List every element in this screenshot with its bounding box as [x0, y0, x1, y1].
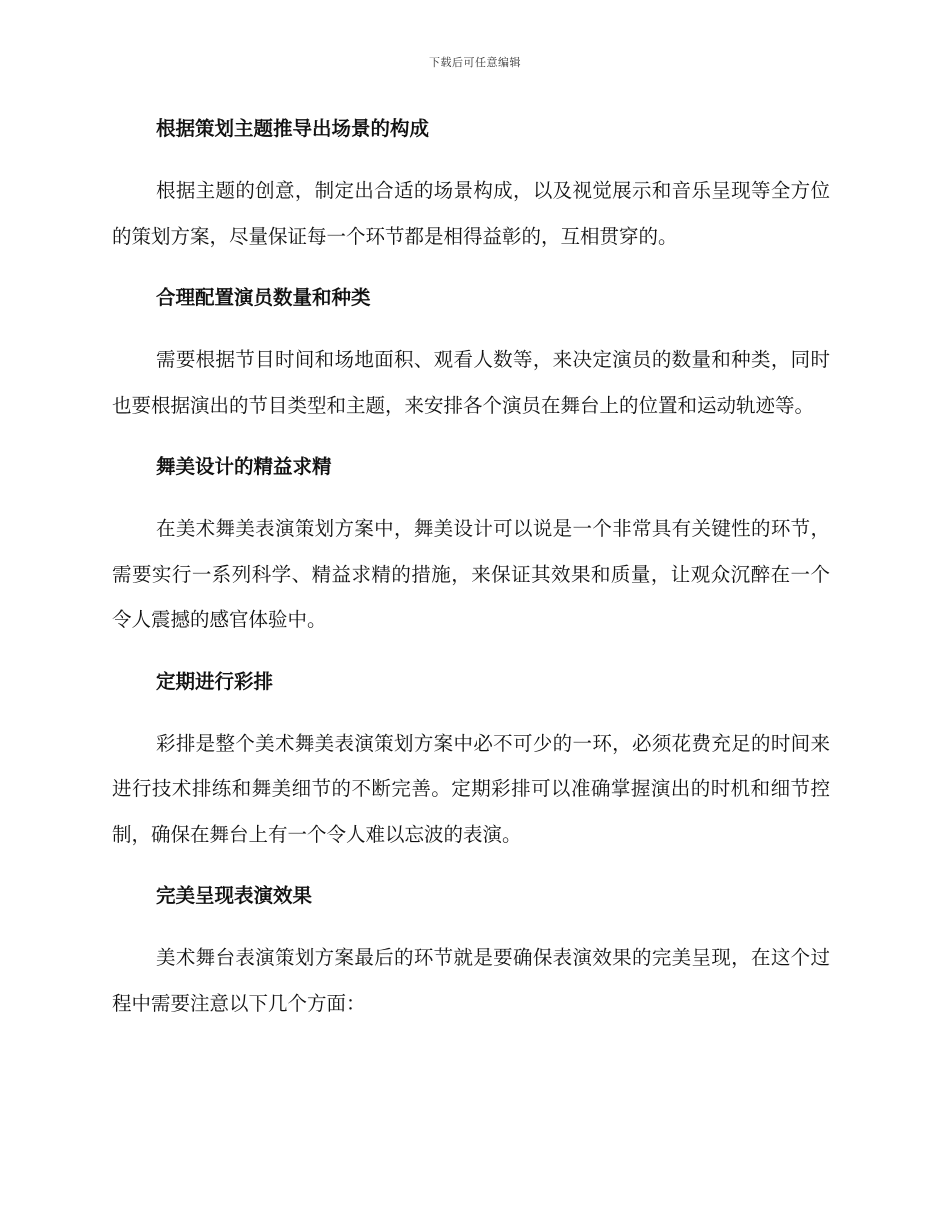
section-paragraph: 彩排是整个美术舞美表演策划方案中必不可少的一环，必须花费充足的时间来进行技术排练和舞美细节的不断完善。定期彩排可以准确掌握演出的时机和细节控制，确保在舞台上有一个令人难以忘波的表演。 — [112, 731, 830, 846]
section-paragraph: 美术舞台表演策划方案最后的环节就是要确保表演效果的完美呈现，在这个过程中需要注意以下几个方面： — [112, 946, 830, 1015]
section-actor-configuration — [112, 281, 830, 428]
section-scene-composition — [112, 112, 830, 259]
section-paragraph: 在美术舞美表演策划方案中，舞美设计可以说是一个非常具有关键性的环节，需要实行一系列科学、精益求精的措施，来保证其效果和质量，让观众沉醉在一个令人震撼的感官体验中。 — [112, 517, 830, 631]
section-rehearsal — [112, 665, 830, 858]
section-heading: 合理配置演员数量和种类 — [156, 286, 371, 309]
section-heading: 根据策划主题推导出场景的构成 — [156, 117, 430, 140]
section-heading: 舞美设计的精益求精 — [156, 455, 332, 478]
section-heading: 定期进行彩排 — [156, 669, 274, 693]
document-body — [112, 112, 830, 1048]
section-paragraph: 需要根据节目时间和场地面积、观看人数等，来决定演员的数量和种类，同时也要根据演出的节目类型和主题，来安排各个演员在舞台上的位置和运动轨迹等。 — [112, 348, 830, 417]
section-stage-design — [112, 450, 830, 643]
section-performance-effect — [112, 879, 830, 1026]
section-heading: 完美呈现表演效果 — [156, 884, 313, 907]
page-header-note: 下载后可任意编辑 — [429, 56, 521, 69]
section-paragraph: 根据主题的创意，制定出合适的场景构成，以及视觉展示和音乐呈现等全方位的策划方案，尽量保证每一个环节都是相得益彰的，互相贯穿的。 — [112, 179, 830, 248]
